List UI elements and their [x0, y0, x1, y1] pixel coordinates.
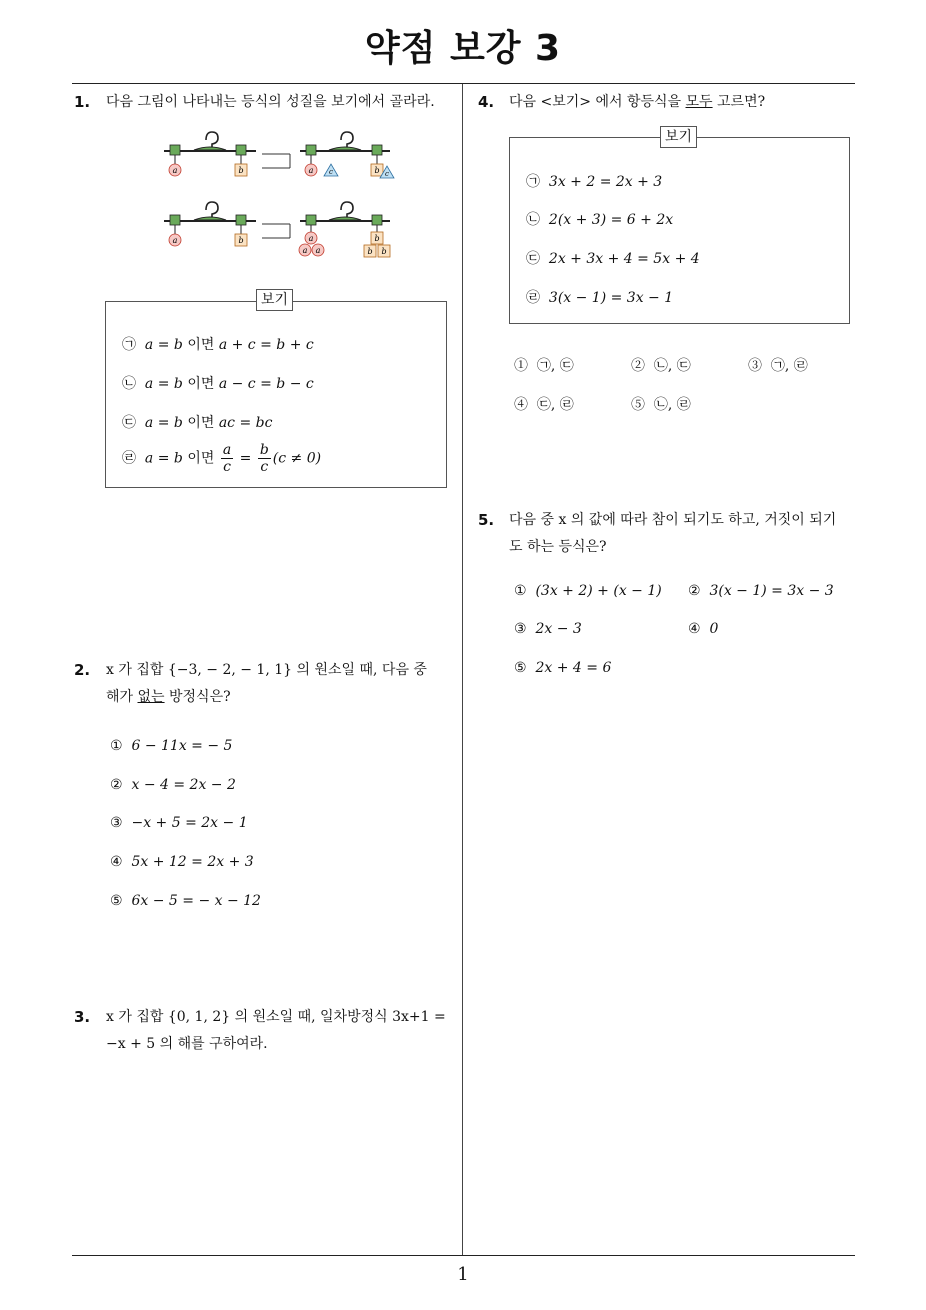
q5-choice-2[interactable]: ② 3(x − 1) = 3x − 3 [688, 583, 834, 599]
q4-choice-5[interactable]: ⑤ ㉡, ㉣ [631, 397, 691, 413]
q5-text: 다음 중 x 의 값에 따라 참이 되기도 하고, 거짓이 되기 도 하는 등식은? [509, 512, 837, 555]
q2-choice-2[interactable]: ② x − 4 = 2x − 2 [110, 777, 236, 793]
q4-item-1: ㉠ 3x + 2 = 2x + 3 [526, 174, 663, 190]
page-title: 약점 보강 3 [364, 28, 562, 69]
page-number: 1 [457, 1264, 469, 1285]
q1-box-title: 보기 [256, 289, 293, 311]
q4-choice-3[interactable]: ③ ㉠, ㉣ [748, 358, 808, 374]
top-rule [72, 83, 855, 84]
q2-choice-3[interactable]: ③ −x + 5 = 2x − 1 [110, 815, 248, 831]
q4-choice-1[interactable]: ① ㉠, ㉢ [514, 358, 574, 374]
svg-text:b: b [238, 166, 244, 175]
q5-choice-5[interactable]: ⑤ 2x + 4 = 6 [514, 660, 612, 676]
svg-text:c: c [329, 168, 333, 176]
svg-text:a: a [308, 234, 314, 243]
svg-text:b: b [374, 234, 380, 243]
q4-choice-2[interactable]: ② ㉡, ㉢ [631, 358, 691, 374]
bottom-rule [72, 1255, 855, 1256]
q1-item-1: ㉠ a = b 이면 a + c = b + c [122, 337, 314, 353]
q2-number: 2. [74, 661, 91, 679]
q1-number: 1. [74, 93, 91, 111]
q1-item-3: ㉢ a = b 이면 ac = bc [122, 415, 273, 431]
q5-number: 5. [478, 511, 495, 529]
q4-text: 다음 <보기> 에서 항등식을 모두 고르면? [509, 94, 766, 110]
hanger-row-2 [164, 202, 390, 257]
fig-label-a: a [172, 166, 178, 175]
q1-text: 다음 그림이 나타내는 등식의 성질을 보기에서 골라라. [106, 94, 435, 110]
q5-choice-1[interactable]: ① (3x + 2) + (x − 1) [514, 583, 662, 599]
fraction-a-over-c: $\frac{a}{c}$ [222, 442, 232, 475]
q2-text: x 가 집합 {−3, − 2, − 1, 1} 의 원소일 때, 다음 중 해가 없는 방정식은? [106, 662, 427, 705]
q4-item-2: ㉡ 2(x + 3) = 6 + 2x [526, 212, 674, 228]
hanger-row-1 [164, 132, 394, 178]
q4-number: 4. [478, 93, 495, 111]
column-divider [462, 84, 463, 1256]
q1-item-2: ㉡ a = b 이면 a − c = b − c [122, 376, 314, 392]
hanger-figure [160, 124, 400, 266]
svg-text:a: a [172, 236, 178, 245]
q3-text: x 가 집합 {0, 1, 2} 의 원소일 때, 일차방정식 3x+1 = −x + 5 의 해를 구하여라. [106, 1009, 446, 1052]
q2-choice-4[interactable]: ④ 5x + 12 = 2x + 3 [110, 854, 254, 870]
q2-choice-1[interactable]: ① 6 − 11x = − 5 [110, 738, 233, 754]
q3-number: 3. [74, 1008, 91, 1026]
q1-item-4: ㉣ a = b 이면 $\frac{a}{c}$ = $\frac{b}{c}$ (c ≠ 0) [122, 442, 322, 475]
svg-text:a: a [302, 246, 308, 255]
fraction-b-over-c: $\frac{b}{c}$ [259, 442, 269, 475]
q4-box-title: 보기 [660, 126, 697, 148]
svg-text:b: b [381, 247, 387, 256]
svg-text:b: b [238, 236, 244, 245]
q4-item-4: ㉣ 3(x − 1) = 3x − 1 [526, 290, 674, 306]
svg-text:a: a [308, 166, 314, 175]
q4-item-3: ㉢ 2x + 3x + 4 = 5x + 4 [526, 251, 700, 267]
svg-text:c: c [385, 170, 389, 178]
q5-choice-4[interactable]: ④ 0 [688, 621, 719, 637]
q2-choice-5[interactable]: ⑤ 6x − 5 = − x − 12 [110, 893, 261, 909]
q5-choice-3[interactable]: ③ 2x − 3 [514, 621, 582, 637]
svg-text:b: b [374, 166, 380, 175]
svg-text:b: b [367, 247, 373, 256]
q4-choice-4[interactable]: ④ ㉢, ㉣ [514, 397, 574, 413]
svg-text:a: a [315, 246, 321, 255]
